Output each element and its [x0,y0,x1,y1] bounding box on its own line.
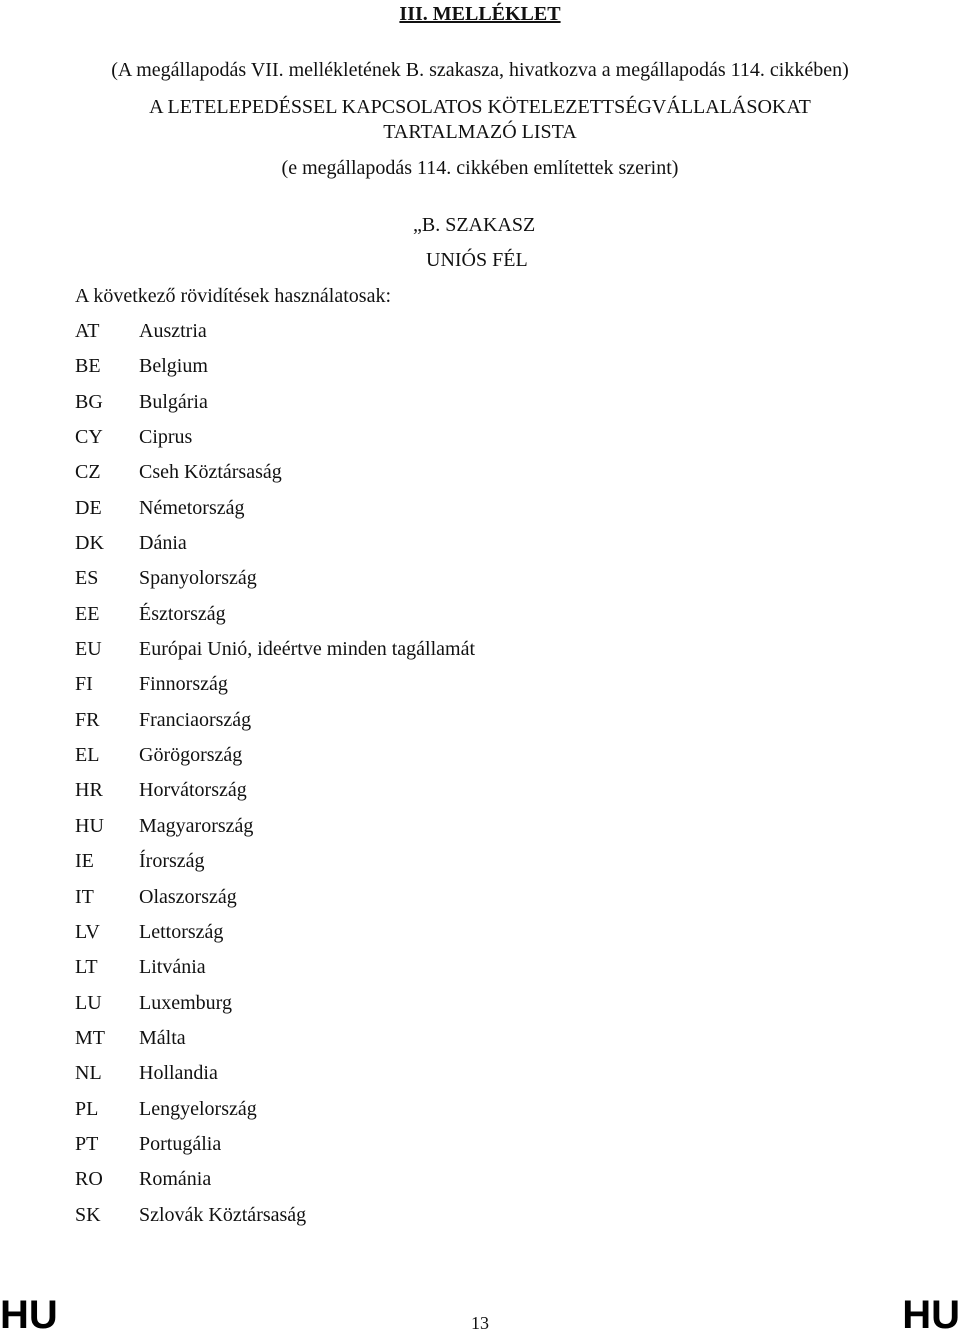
abbreviation-name: Észtország [139,602,226,625]
abbreviation-row [75,955,775,990]
abbreviation-code: BE [75,355,101,378]
abbreviation-row [75,708,775,743]
list-title-line-2: TARTALMAZÓ LISTA [383,121,577,143]
abbreviation-code: HR [75,779,103,802]
footer-language-left: HU [0,1293,58,1337]
abbreviation-row [75,920,775,955]
abbreviation-name: Málta [139,1026,186,1049]
abbreviation-name: Írország [139,850,205,873]
party-heading: UNIÓS FÉL [426,249,528,271]
abbreviation-name: Magyarország [139,814,254,837]
abbreviation-code: LU [75,991,102,1014]
abbreviation-name: Portugália [139,1132,222,1155]
abbreviation-row [75,354,775,389]
abbreviation-code: EE [75,602,100,625]
abbreviation-row [75,743,775,778]
abbreviation-row [75,637,775,672]
abbreviation-list [75,319,775,1238]
abbreviation-name: Dánia [139,532,187,555]
abbreviation-code: PL [75,1097,99,1120]
abbreviation-code: IT [75,885,94,908]
annex-title: III. MELLÉKLET [399,3,561,25]
abbreviation-row [75,849,775,884]
abbreviation-code: PT [75,1132,99,1155]
list-title-line-1: A LETELEPEDÉSSEL KAPCSOLATOS KÖTELEZETTSÉGVÁLLALÁSOKAT [149,96,811,118]
abbreviation-name: Olaszország [139,885,237,908]
annex-reference: (A megállapodás VII. mellékletének B. szakasza, hivatkozva a megállapodás 114. cikkében) [111,59,849,81]
abbreviation-code: EL [75,744,100,767]
abbreviation-name: Lettország [139,920,224,943]
abbreviation-code: EU [75,638,102,661]
abbreviation-name: Bulgária [139,390,208,413]
abbreviation-code: MT [75,1026,105,1049]
abbreviation-code: CZ [75,461,101,484]
abbreviation-code: RO [75,1168,103,1191]
abbreviation-name: Görögország [139,744,243,767]
abbreviation-code: CY [75,426,103,449]
abbreviation-name: Hollandia [139,1062,218,1085]
abbreviation-name: Horvátország [139,779,247,802]
abbreviation-row [75,1203,775,1238]
abbreviation-name: Luxemburg [139,991,232,1014]
abbreviation-name: Németország [139,496,245,519]
abbreviation-code: SK [75,1203,101,1226]
abbreviation-name: Szlovák Köztársaság [139,1203,307,1226]
abbreviations-intro: A következő rövidítések használatosak: [75,285,392,307]
abbreviation-row [75,1026,775,1061]
abbreviation-name: Ciprus [139,426,193,449]
abbreviation-name: Franciaország [139,708,252,731]
abbreviation-name: Spanyolország [139,567,257,590]
abbreviation-row [75,531,775,566]
abbreviation-code: DK [75,532,104,555]
abbreviation-name: Románia [139,1168,212,1191]
abbreviation-name: Európai Unió, ideértve minden tagállamát [139,638,475,661]
abbreviation-row [75,390,775,425]
abbreviation-row [75,1167,775,1202]
list-subtitle [0,156,960,180]
abbreviation-code: FR [75,708,100,731]
abbreviation-code: AT [75,320,100,342]
abbreviation-code: HU [75,814,104,837]
abbreviation-row [75,319,775,354]
abbreviation-row [75,1061,775,1096]
abbreviation-row [75,566,775,601]
abbreviation-row [75,1132,775,1167]
abbreviation-name: Finnország [139,673,228,696]
abbreviation-row [75,1097,775,1132]
abbreviation-code: ES [75,567,99,590]
page-number: 13 [471,1313,489,1333]
abbreviation-name: Lengyelország [139,1097,257,1120]
abbreviation-name: Belgium [139,355,208,378]
abbreviation-name: Ausztria [139,320,207,342]
abbreviation-row [75,885,775,920]
abbreviation-row [75,460,775,495]
abbreviation-code: NL [75,1062,102,1085]
section-heading: „B. SZAKASZ [413,214,536,236]
abbreviation-code: FI [75,673,93,696]
footer-language-right: HU [902,1293,960,1337]
abbreviation-code: IE [75,850,94,873]
abbreviation-code: LT [75,956,98,979]
abbreviation-row [75,425,775,460]
abbreviation-row [75,602,775,637]
abbreviation-row [75,991,775,1026]
abbreviation-name: Litvánia [139,956,206,979]
abbreviation-code: DE [75,496,102,519]
abbreviation-name: Cseh Köztársaság [139,461,282,484]
abbreviation-code: LV [75,920,100,943]
abbreviation-row [75,814,775,849]
abbreviation-row [75,672,775,707]
abbreviation-row [75,778,775,813]
list-subtitle-text: (e megállapodás 114. cikkében említettek szerint) [281,157,679,179]
abbreviation-row [75,496,775,531]
abbreviation-code: BG [75,390,103,413]
